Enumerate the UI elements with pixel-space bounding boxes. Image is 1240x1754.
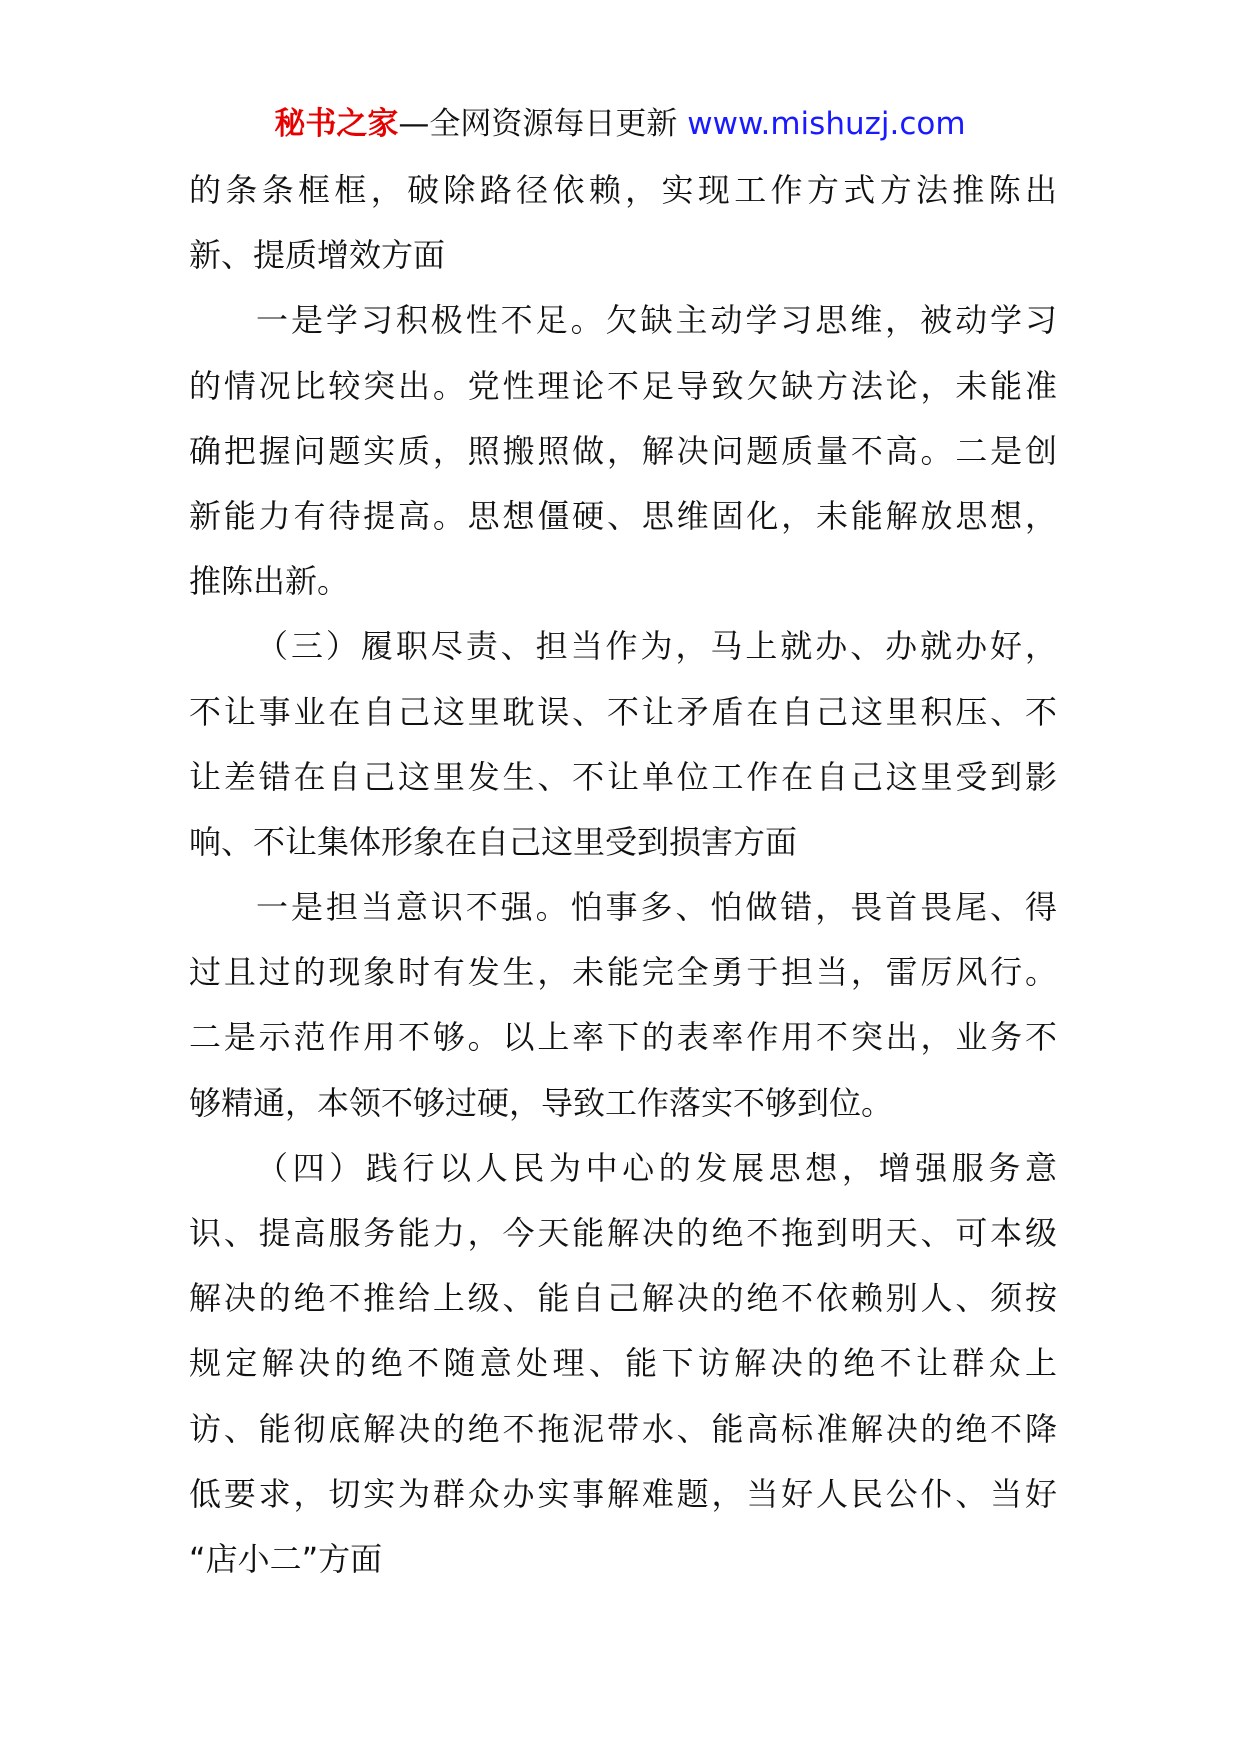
text-line: 二是示范作用不够。以上率下的表率作用不突出，业务不 bbox=[189, 1018, 1057, 1057]
text-line: “店小二”方面 bbox=[189, 1539, 383, 1578]
text-line: 识、提高服务能力，今天能解决的绝不拖到明天、可本级 bbox=[189, 1214, 1057, 1252]
text-line: 推陈出新。 bbox=[189, 562, 350, 601]
text-line: 过且过的现象时有发生，未能完全勇于担当，雷厉风行。 bbox=[189, 953, 1057, 992]
text-line: 规定解决的绝不随意处理、能下访解决的绝不让群众上 bbox=[189, 1344, 1057, 1383]
header-tagline: —全网资源每日更新 bbox=[398, 106, 688, 142]
text-line: 的条条框框，破除路径依赖，实现工作方式方法推陈出 bbox=[189, 171, 1057, 209]
text-line: 确把握问题实质，照搬照做，解决问题质量不高。二是创 bbox=[189, 431, 1057, 470]
text-line: 低要求，切实为群众办实事解难题，当好人民公仆、当好 bbox=[189, 1474, 1057, 1513]
text-line: 新能力有待提高。思想僵硬、思维固化，未能解放思想， bbox=[189, 496, 1057, 535]
text-line: （三）履职尽责、担当作为，马上就办、办就办好， bbox=[256, 627, 1057, 666]
text-line: 新、提质增效方面 bbox=[189, 236, 446, 275]
text-line: 够精通，本领不够过硬，导致工作落实不够到位。 bbox=[189, 1083, 894, 1122]
text-line: 让差错在自己这里发生、不让单位工作在自己这里受到影 bbox=[189, 757, 1057, 796]
document-body bbox=[189, 158, 1057, 1592]
text-line: 一是学习积极性不足。欠缺主动学习思维，被动学习 bbox=[256, 301, 1057, 340]
text-line: 响、不让集体形象在自己这里受到损害方面 bbox=[189, 822, 798, 861]
page-header bbox=[0, 102, 1240, 146]
text-line: 的情况比较突出。党性理论不足导致欠缺方法论，未能准 bbox=[189, 366, 1057, 405]
text-line: 访、能彻底解决的绝不拖泥带水、能高标准解决的绝不降 bbox=[189, 1409, 1057, 1448]
text-line: 一是担当意识不强。怕事多、怕做错，畏首畏尾、得 bbox=[256, 888, 1057, 927]
site-url-link[interactable]: www.mishuzj.com bbox=[687, 106, 966, 142]
text-line: 不让事业在自己这里耽误、不让矛盾在自己这里积压、不 bbox=[189, 692, 1057, 731]
text-line: 解决的绝不推给上级、能自己解决的绝不依赖别人、须按 bbox=[189, 1279, 1057, 1318]
text-line: （四）践行以人民为中心的发展思想，增强服务意 bbox=[256, 1148, 1057, 1187]
site-name: 秘书之家 bbox=[274, 106, 399, 142]
